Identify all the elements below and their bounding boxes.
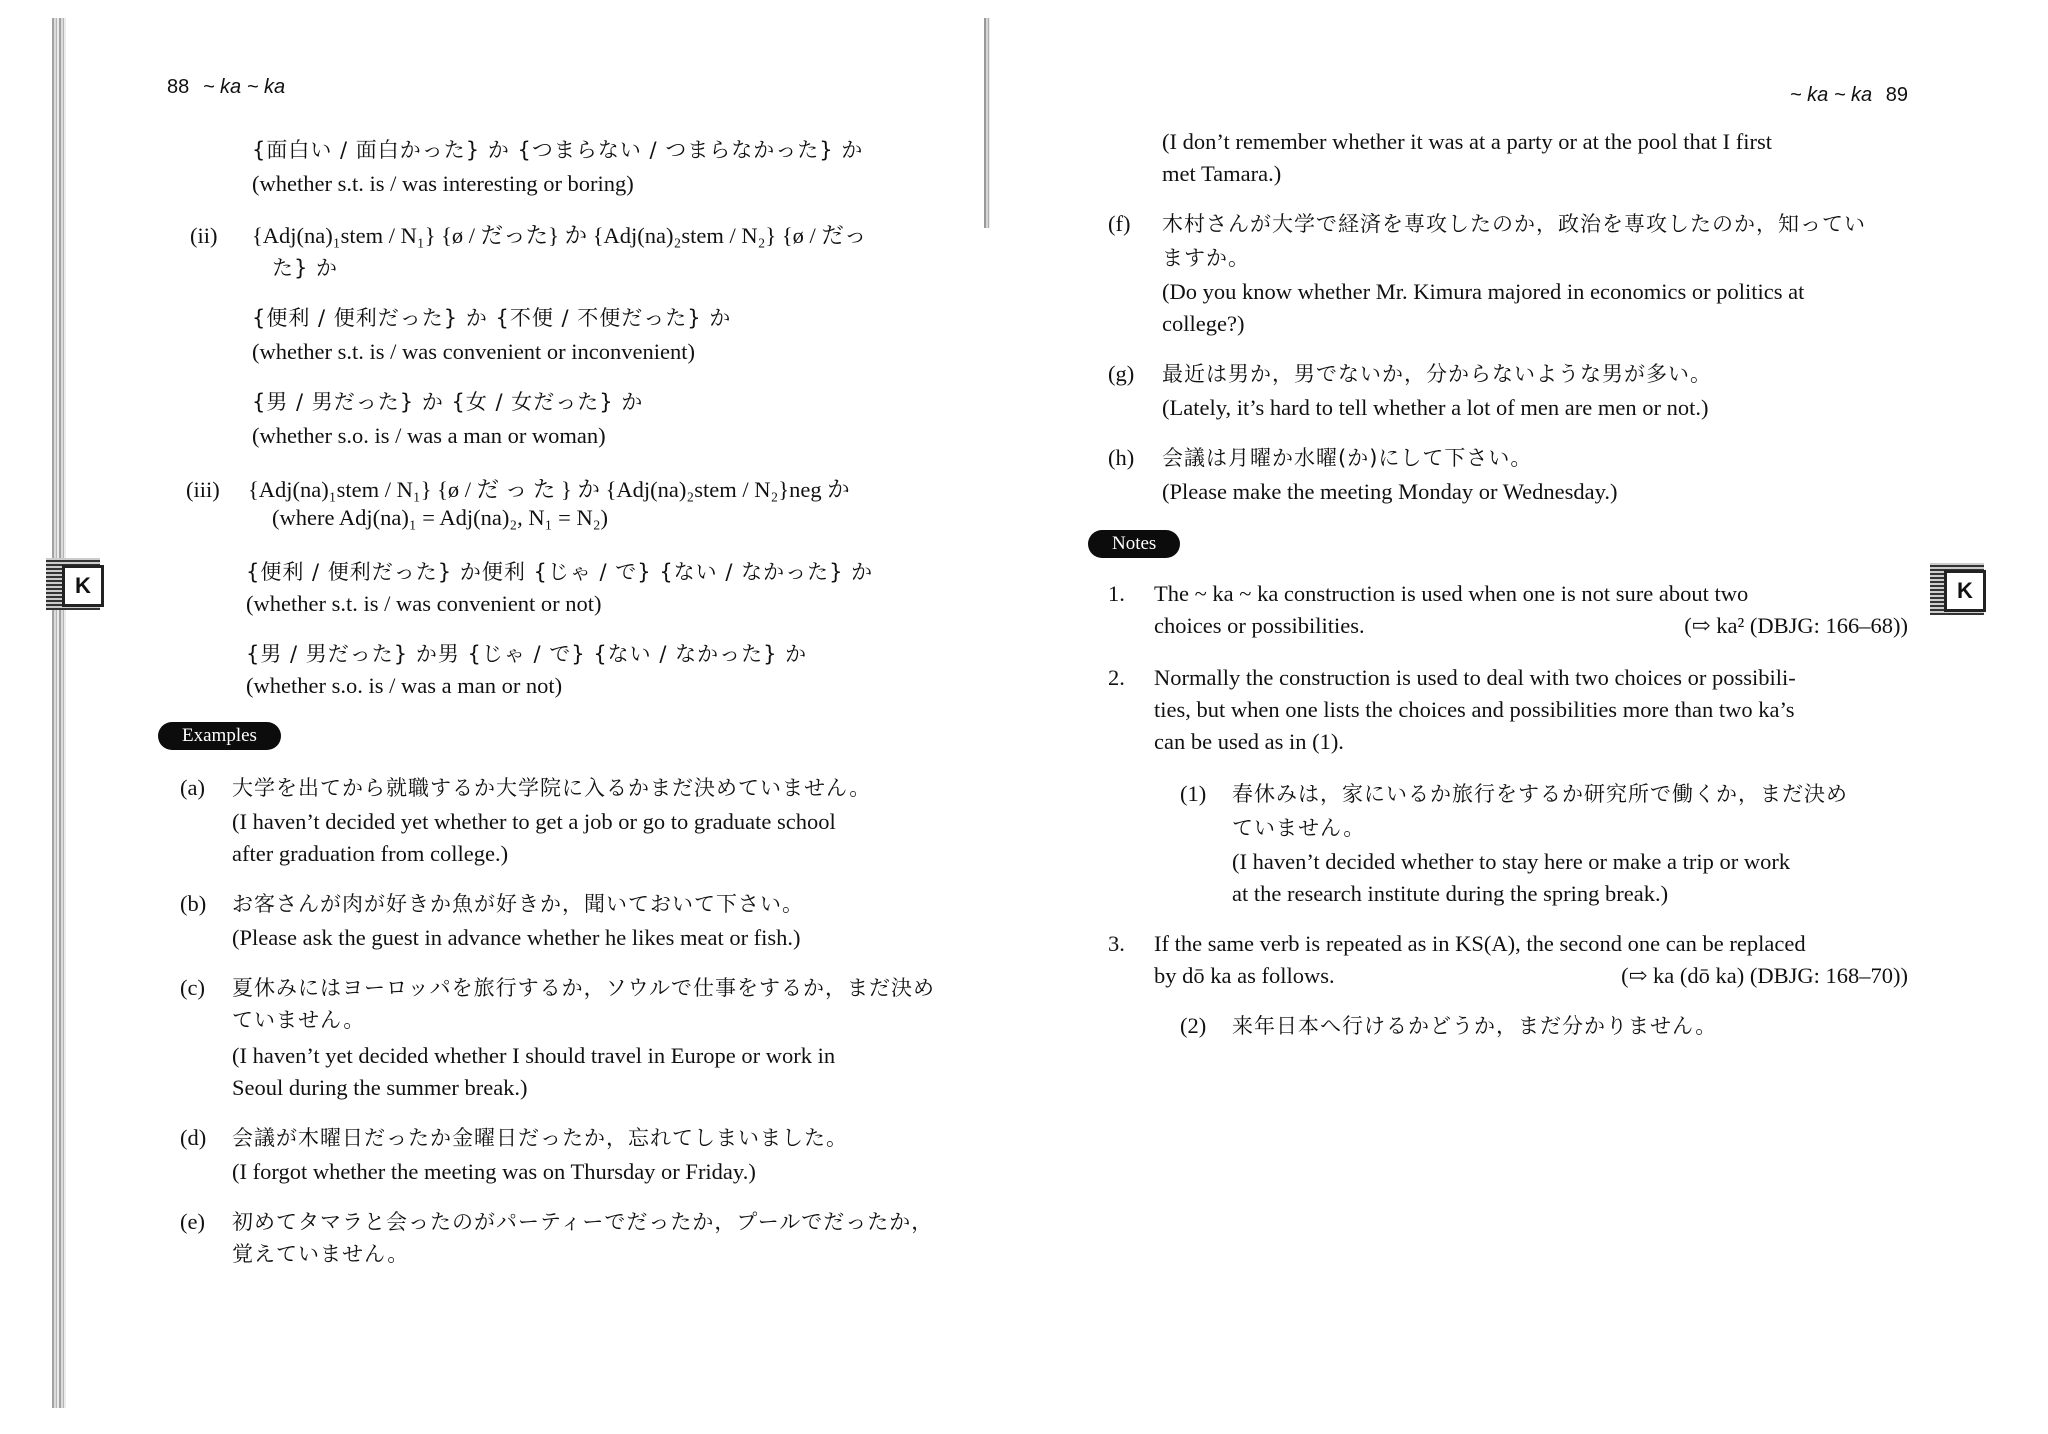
page-number: 89 [1885, 84, 1908, 106]
example-label: (c) [180, 975, 205, 1000]
note-reference: (⇨ ka² (DBJG: 166–68)) [1684, 613, 1908, 638]
note-text: choices or possibilities. [1154, 613, 1365, 638]
example-label: (e) [180, 1209, 205, 1234]
right-page [1024, 0, 2048, 1434]
example-label: (h) [1108, 445, 1135, 470]
running-title: ~ ka ~ ka [202, 76, 286, 98]
running-title: ~ ka ~ ka [1789, 84, 1873, 106]
example-label: (1) [1180, 781, 1207, 806]
pattern-line: {男 / 男だった} か {女 / 女だった} か [252, 390, 644, 414]
pattern-line: {Adj(na)₁stem / N₁} {ø / だった} か {Adj(na)₂stem / N₂} {ø / だっ [252, 223, 867, 248]
example-japanese: ていません。 [232, 1008, 366, 1032]
note-text: can be used as in (1). [1154, 729, 1344, 754]
example-label: (g) [1108, 361, 1135, 386]
page-edge-shading [52, 18, 66, 1408]
page-edge-shading [984, 18, 990, 228]
page-number: 88 [167, 76, 190, 98]
pattern-label: (ii) [190, 223, 218, 248]
page-header [1782, 84, 1908, 107]
example-japanese: 会議が木曜日だったか金曜日だったか，忘れてしまいました。 [232, 1126, 848, 1150]
pattern-line: {便利 / 便利だった} か便利 {じゃ / で} {ない / なかった} か [246, 560, 874, 584]
example-translation: (Lately, it’s hard to tell whether a lot of men are men or not.) [1162, 395, 1709, 420]
pattern-line: た} か [272, 256, 339, 280]
example-japanese: 覚えていません。 [232, 1242, 410, 1266]
example-translation: (Do you know whether Mr. Kimura majored in economics or politics at [1162, 279, 1805, 304]
example-japanese: 大学を出てから就職するか大学院に入るかまだ決めていません。 [232, 776, 872, 800]
pattern-label: (iii) [186, 477, 220, 502]
example-translation: (I forgot whether the meeting was on Thursday or Friday.) [232, 1159, 756, 1184]
example-japanese: 来年日本へ行けるかどうか，まだ分かりません。 [1232, 1014, 1718, 1038]
example-japanese: 初めてタマラと会ったのがパーティーでだったか，プールでだったか， [232, 1210, 934, 1234]
note-text: by dō ka as follows. [1154, 963, 1335, 988]
pattern-gloss: (whether s.o. is / was a man or woman) [252, 423, 606, 448]
pattern-gloss: (whether s.t. is / was convenient or not) [246, 591, 602, 616]
example-translation: (I haven’t yet decided whether I should travel in Europe or work in [232, 1043, 836, 1068]
example-label: (f) [1108, 211, 1131, 236]
example-japanese: 最近は男か，男でないか，分からないような男が多い。 [1162, 362, 1712, 386]
example-label: (b) [180, 891, 207, 916]
examples-heading: Examples [158, 722, 281, 750]
pattern-line: {Adj(na)₁stem / N₁} {ø / だ っ た } か {Adj(na)₂stem / N₂}neg か [248, 477, 850, 502]
note-number: 2. [1108, 665, 1125, 690]
example-japanese: ていません。 [1232, 816, 1366, 840]
pattern-line: {便利 / 便利だった} か {不便 / 不便だった} か [252, 306, 732, 330]
example-japanese: 春休みは，家にいるか旅行をするか研究所で働くか，まだ決め [1232, 782, 1848, 806]
example-label: (d) [180, 1125, 207, 1150]
pattern-line: {面白い / 面白かった} か {つまらない / つまらなかった} か [252, 138, 864, 162]
example-japanese: 夏休みにはヨーロッパを旅行するか，ソウルで仕事をするか，まだ決め [232, 976, 935, 1000]
pattern-gloss: (whether s.t. is / was interesting or boring) [252, 171, 634, 196]
example-japanese: お客さんが肉が好きか魚が好きか，聞いておいて下さい。 [232, 892, 804, 916]
pattern-gloss: (whether s.o. is / was a man or not) [246, 673, 563, 698]
notes-heading: Notes [1088, 530, 1180, 558]
note-text: The ~ ka ~ ka construction is used when one is not sure about two [1154, 581, 1749, 606]
example-translation: Seoul during the summer break.) [232, 1075, 528, 1100]
thumb-tab-letter: K [62, 565, 104, 607]
example-label: (2) [1180, 1013, 1207, 1038]
example-translation: (I haven’t decided whether to stay here or make a trip or work [1232, 849, 1791, 874]
example-translation: (I don’t remember whether it was at a party or at the pool that I first [1162, 129, 1773, 154]
example-translation: met Tamara.) [1162, 161, 1282, 186]
example-translation: at the research institute during the spring break.) [1232, 881, 1669, 906]
example-translation: after graduation from college.) [232, 841, 509, 866]
example-translation: (Please ask the guest in advance whether he likes meat or fish.) [232, 925, 801, 950]
note-reference: (⇨ ka (dō ka) (DBJG: 168–70)) [1621, 963, 1908, 988]
note-text: If the same verb is repeated as in KS(A), the second one can be replaced [1154, 931, 1806, 956]
note-text: Normally the construction is used to deal with two choices or possibili- [1154, 665, 1796, 690]
note-number: 3. [1108, 931, 1125, 956]
note-text: ties, but when one lists the choices and possibilities more than two ka’s [1154, 697, 1795, 722]
pattern-line: {男 / 男だった} か男 {じゃ / で} {ない / なかった} か [246, 642, 808, 666]
example-translation: (Please make the meeting Monday or Wednesday.) [1162, 479, 1618, 504]
example-translation: college?) [1162, 311, 1245, 336]
example-japanese: ますか。 [1162, 246, 1250, 270]
example-japanese: 木村さんが大学で経済を専攻したのか，政治を専攻したのか，知ってい [1162, 212, 1866, 236]
example-label: (a) [180, 775, 205, 800]
example-japanese: 会議は月曜か水曜(か)にして下さい。 [1162, 446, 1533, 470]
thumb-tab-letter: K [1944, 570, 1986, 612]
example-translation: (I haven’t decided yet whether to get a job or go to graduate school [232, 809, 836, 834]
note-number: 1. [1108, 581, 1125, 606]
pattern-line: (where Adj(na)₁ = Adj(na)₂, N₁ = N₂) [272, 505, 609, 530]
page-header [167, 76, 293, 99]
pattern-gloss: (whether s.t. is / was convenient or inconvenient) [252, 339, 696, 364]
